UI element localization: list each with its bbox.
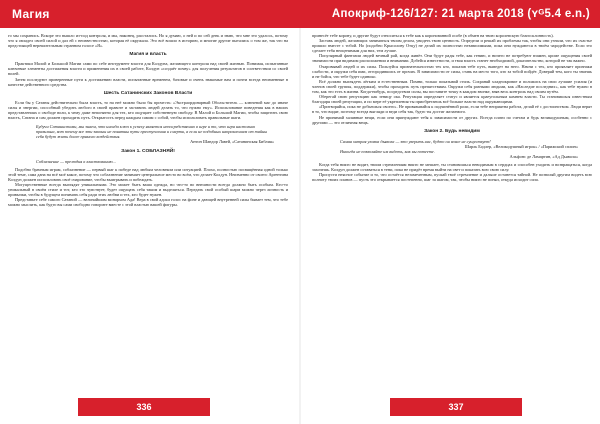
right-page-body xyxy=(300,28,600,182)
issue-title: Апокриф-126/127: 21 марта 2018 (ʏᴳ5.4 e.n.) xyxy=(331,8,590,20)
paragraph: принесёт тебе корону, и другие будут относиться к тебе как к коронованной особе (в обмен на твою королевскую благосклонность). xyxy=(312,33,554,38)
paragraph: Популярный фантазии людей вечный рай, когда живёт. Они будут рады тебе, как гению, и ничего не потребуют взамен, кроме ощущения своей значимости при видимом расположении и внимании. Добейся известности, и твоя власть станет необходимой, доказательство, которой не так важно. xyxy=(312,53,592,64)
law-epigraph xyxy=(36,159,274,164)
law-heading: Закон 2. Будь невидим xyxy=(424,128,480,134)
paragraph: Заставь людей, желающих заниматься твоим делом, увидеть твою ценность. Определи и решай их проблемы так, чтобы они узнали, что их счастье пришло вместе с тобой. Но (подобно Крысолову Отцу) не делай их полностью независимыми, пока они нуждаются в твоём чародействе. Если это сделает тебя неоценимым для них, тем лучше. xyxy=(312,38,592,54)
left-page-body xyxy=(0,28,300,207)
right-page-footer xyxy=(300,398,600,416)
left-page-header xyxy=(0,0,300,28)
page-number: 337 xyxy=(390,398,522,416)
epigraph xyxy=(340,139,578,159)
epigraph-attribution: Шарль Бодлер, «Великодушный игрок» / «Парижский сплин» xyxy=(464,143,578,149)
paragraph: Всё должно выглядеть лёгким и естественным. Помни, только показывай стиль. Сохраняй хладнокровие и положись на свои лучшие усилия (и членов своей группы, поддержки), чтобы проходить путь препятствиям. Окружи себя разными людьми, как «Наследие последних», как тебе нужно в том, как это есть в жизни. Когда-нибудь, посредством силы, вы поставите точку в каждом звонке, взяв весь контроль над своим путём. xyxy=(312,78,592,95)
epigraph-text: Будучи Сатанистами, мы знаем, что иногда ключ к успеху является непосредственно в игре и то, что игра настолько правильна, вот почему все эти законы не понятны пути преступления и смерти, а если не подобных направлением от тайны себя будут жить далее прямого воздействия. xyxy=(36,124,268,140)
paragraph: Затем последуют проверенные пути к достижению власти, испытанные временем, базовые и очень знакомые вам и почти всегда неизменные в качестве действенного средства. xyxy=(8,76,288,87)
paragraph: Оберегай свою репутацию как зеницу ока. Репутация определяет статус и является краеугольным камнем власти. Ты становишься известным благодаря своей репутации, и по мере её укрепления ты приобретаешь всё больше власти над окружающими. xyxy=(312,94,592,105)
paragraph: «Притворяйся, пока не добьешься своего». Не привязывайся к подчинённой роли, если тебе неприятна работа, делай её с достоинством. Люди верят в то, что видят, поэтому всегда выгляди и веди себя так, будто ты достиг желаемого. xyxy=(312,104,592,115)
paragraph: Очаровывай людей и их силы. Пользуйся признательностью тех кто, показав тебе путь, выведет на него. Начни с тех, кто проявляет признаки слабости, и окружи себя ими, отгородившись от прочих. В зависимости от силы, ставь на место того, кто за тобой пойдёт. Доверяй тем, кого ты знаешь и не бойся, что тебе будет одиноко. xyxy=(312,63,592,79)
epigraph xyxy=(36,124,274,144)
law-heading: Закон 1. СОБЛАЗНЯЙ! xyxy=(121,148,175,154)
epigraph-attribution: Альфонс де Ламартин, «Ад Дьявола» xyxy=(509,153,578,159)
paragraph: Если бы у Сатаны действительно была власть, то на неё можно было бы прочесть: «Экстраординарный Обольститель — ключевой маг до иначе силы и энергии, способный убедить любого в своей правоте и заставить людей делать то, что нужно ему». Использование поведения как в наших представлениях о свободе воли, к чему даже непонятно для тех, кто ощущает собственную свободу. В Малой и Большой Магии, чтобы защитить свою власть, Сатана и сам должен проходить путь. Открытость перед каждым самим с собой, чтобы использовать правильные шаги. xyxy=(8,99,288,121)
paragraph: Могущественные всегда выглядят уникальными. Это может быть ваша одежда, но что-то во внешности всегда должно быть особым. Кто-то уникальный в своём стиле и тот, кто это чувствует, будет ощущать себя таким и выделяться. Передать свой особый шарм можно через личность и привычки, чтобы в будущем понимать себя ради этих любви и тех, кто будет нужен. xyxy=(8,181,288,198)
epigraph-text: Самая хитрая уловка дьявола — это уверить нас, будто он вовсе не существует! xyxy=(340,138,491,144)
page-number: 336 xyxy=(78,398,210,416)
paragraph: Когда тебя никто не видит, твоим стремлениям никто не мешает, ты становишься невидимым в сердцах и способен уходить и возвращаться, когда захочешь. Колдун должен оставаться в тени, пока не придёт время выйти на свет и показать всю свою силу. xyxy=(312,162,592,173)
left-page-title: Магия xyxy=(12,7,50,21)
section-heading: Магия и власть xyxy=(129,52,167,58)
paragraph: Подобно брачным играм, соблазнение — первый шаг к победе над любым человеком или ситуацией. Плохо, полностью посвящённая одной только этой теме, сама дана на всё моё какое, потому что соблазнение занимает центральное место во всём, что делает Колдун. Неизменно от своего Аргентина Колдун должен использовать своё очарование, чтобы выигрывать и побеждать. xyxy=(8,166,288,182)
epigraph-text: Соблазнение — прелюдия к властвованию... xyxy=(36,158,116,164)
right-page xyxy=(300,0,600,424)
right-page-header xyxy=(300,0,600,28)
epigraph-text: Никогда не позволяйте им видеть, как вы потеете. xyxy=(340,148,435,154)
paragraph: Не принимай халявные вещи, если они принуждают тебя к зависимости от других. Всегда плати по счетам и будь великодушным, особенно с другими — это отличная вещь. xyxy=(312,114,592,125)
section-heading: Шесть Сатанинских Законов Власти xyxy=(103,90,193,96)
left-page-footer xyxy=(0,398,300,416)
paragraph: Представьте себе самого Сатаной — величайшим монархом Ада! Вера в свой адски голос на фоне и дающей внутренней силы бывает тем, что тебе можно мыслить, как будто вы сами свободно говорите вместе с этой властью вашей фигуры. xyxy=(8,197,288,208)
paragraph: го мы сохранись. Вскоре это вышло из-под контроля, и мы, наконец, расстались. Но я думаю, о ней и по сей день и знаю, что мне это удалось, потому что я овладел своей силой и дал ей с неизвестностью, которая её окружала. Это всё вошло в историю, и многие другие пытались о том же, так что на предстоящей нерешительным странном голосе «Я». xyxy=(8,33,288,49)
paragraph: Практики Малой и Большой Магии сами по себе инструмент власти для Колдуна, желающего контроля над своей жизнью. Понимая, испытанные ключевые элементы достижения власти и применения их в своей работе, Колдун «создаёт почву» для получения результатов в соответствии со своей волей. xyxy=(8,61,288,77)
paragraph: Пропусти неясное событие и то, что остаётся незамеченным, пускай твоё стремление и дальше останется тайной. Не позволяй другим видеть всю полноту твоих планов — пусть это открывается постепенно, шаг за шагом, так, чтобы никто не понял, откуда исходит сила. xyxy=(312,172,592,183)
epigraph-attribution: Антон Шандор Лавей, «Сатанинская Библия» xyxy=(190,139,274,145)
